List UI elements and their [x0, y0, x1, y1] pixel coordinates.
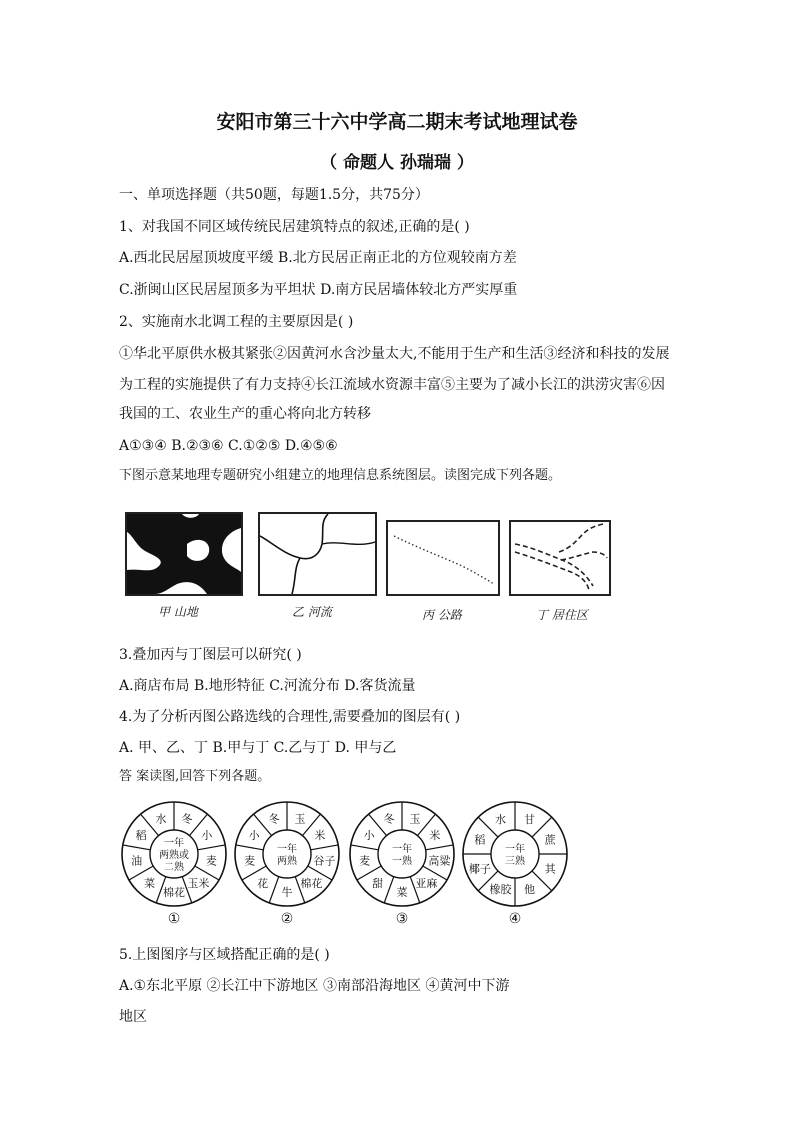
crop-label: 油: [131, 854, 143, 868]
gis-label-river: 乙 河流: [292, 605, 332, 619]
cropping-system-label: 二熟: [164, 862, 184, 873]
crop-label: 小: [201, 829, 213, 842]
question-2-statements-line1: ①华北平原供水极其紧张②因黄河水含沙量太大,不能用于生产和生活③经济和科技的发展: [119, 346, 670, 362]
crop-label: 甘: [524, 812, 536, 826]
ring-figure-intro: 答 案读图,回答下列各题。: [119, 769, 271, 784]
crop-label: 麦: [205, 854, 217, 868]
crop-label: 麦: [359, 854, 371, 868]
ring-number: ④: [508, 911, 522, 927]
crop-label: 小: [248, 829, 260, 842]
crop-label: 米: [314, 829, 326, 842]
gis-figure-intro: 下图示意某地理专题研究小组建立的地理信息系统图层。读图完成下列各题。: [119, 468, 562, 483]
crop-label: 玉: [294, 812, 306, 826]
crop-ring-2: [235, 802, 339, 927]
crop-label: 谷子: [313, 854, 336, 868]
crop-label: 其: [544, 862, 556, 876]
cropping-system-label: 两熟或: [159, 850, 189, 861]
crop-label: 亚麻: [415, 877, 438, 891]
question-2-statements-line2: 为工程的实施提供了有力支持④长江流域水资源丰富⑤主要为了减小长江的洪涝灾害⑥因: [119, 377, 665, 393]
ring-number: ③: [395, 911, 409, 927]
crop-label: 椰子: [468, 862, 491, 876]
crop-label: 菜: [144, 877, 156, 891]
crop-label: 水: [155, 812, 167, 826]
crop-ring-1: [122, 802, 226, 927]
gis-panel-river: [258, 512, 377, 596]
question-2-options: A①③④ B.②③⑥ C.①②⑤ D.④⑤⑥: [119, 438, 338, 454]
crop-label: 高粱: [428, 854, 451, 868]
crop-ring-3: [350, 802, 454, 927]
question-4-stem: 4.为了分析丙图公路选线的合理性,需要叠加的图层有( ): [119, 709, 461, 725]
crop-label: 橡胶: [489, 883, 512, 897]
crop-label: 冬: [383, 812, 395, 826]
crop-label: 玉米: [187, 877, 210, 891]
crop-ring-4: [463, 802, 567, 927]
crop-ring-diagrams: [110, 796, 570, 934]
question-3-options: A.商店布局 B.地形特征 C.河流分布 D.客货流量: [119, 678, 416, 694]
crop-label: 水: [494, 812, 506, 826]
river-layer-map: [260, 514, 375, 594]
question-5-option-a: A.①东北平原 ②长江中下游地区 ③南部沿海地区 ④黄河中下游: [119, 978, 510, 994]
page-subtitle: （ 命题人 孙瑞瑞 ）: [320, 153, 474, 173]
crop-label: 小: [363, 829, 375, 842]
crop-label: 冬: [181, 812, 193, 826]
crop-label: 米: [429, 829, 441, 842]
gis-label-mountain: 甲 山地: [158, 605, 198, 619]
question-1-options-cd: C.浙闽山区民居屋顶多为平坦状 D.南方民居墙体较北方严实厚重: [119, 282, 518, 298]
cropping-system-label: 一熟: [392, 856, 412, 867]
crop-label: 棉花: [163, 886, 185, 899]
crop-label: 牛: [281, 886, 293, 899]
question-1-stem: 1、对我国不同区域传统民居建筑特点的叙述,正确的是( ): [119, 219, 470, 235]
crop-label: 他: [524, 883, 536, 897]
cropping-system-label: 一年: [392, 844, 412, 855]
question-2-stem: 2、实施南水北调工程的主要原因是( ): [119, 314, 354, 330]
gis-panel-residential: [509, 520, 611, 596]
crop-label: 麦: [244, 854, 256, 868]
crop-label: 稻: [474, 833, 486, 847]
question-2-statements-line3: 我国的工、农业生产的重心将向北方转移: [119, 406, 371, 422]
question-3-stem: 3.叠加丙与丁图层可以研究( ): [119, 647, 302, 663]
crop-label: 蔗: [544, 833, 556, 847]
gis-panel-mountain: [125, 512, 243, 596]
gis-label-road: 丙 公路: [422, 608, 462, 622]
crop-label: 玉: [409, 812, 421, 826]
ring-number: ②: [280, 911, 294, 927]
mountain-layer-map: [127, 514, 241, 594]
section-heading: 一、单项选择题（共50题，每题1.5分，共75分）: [119, 187, 429, 203]
crop-label: 甜: [372, 877, 384, 891]
question-4-options: A. 甲、乙、丁 B.甲与丁 C.乙与丁 D. 甲与乙: [119, 740, 397, 756]
question-1-options-ab: A.西北民居屋顶坡度平缓 B.北方民居正南正北的方位观较南方差: [119, 250, 517, 266]
question-5-stem: 5.上图图序与区域搭配正确的是( ): [119, 947, 330, 963]
residential-layer-map: [511, 522, 609, 594]
page-title: 安阳市第三十六中学高二期末考试地理试卷: [216, 111, 578, 133]
crop-label: 棉花: [300, 877, 323, 891]
crop-label: 冬: [268, 812, 280, 826]
gis-panel-road: [386, 520, 500, 596]
crop-label: 花: [257, 877, 269, 891]
cropping-system-label: 三熟: [505, 856, 525, 867]
question-5-option-a-continued: 地区: [119, 1009, 147, 1025]
ring-number: ①: [167, 911, 181, 927]
road-layer-map: [388, 522, 498, 594]
cropping-system-label: 一年: [164, 838, 184, 849]
cropping-system-label: 一年: [505, 844, 525, 855]
crop-label: 稻: [135, 829, 147, 842]
gis-label-residential: 丁 居住区: [536, 608, 588, 622]
cropping-system-label: 两熟: [277, 856, 297, 867]
cropping-system-label: 一年: [277, 844, 297, 855]
crop-label: 菜: [396, 886, 408, 899]
